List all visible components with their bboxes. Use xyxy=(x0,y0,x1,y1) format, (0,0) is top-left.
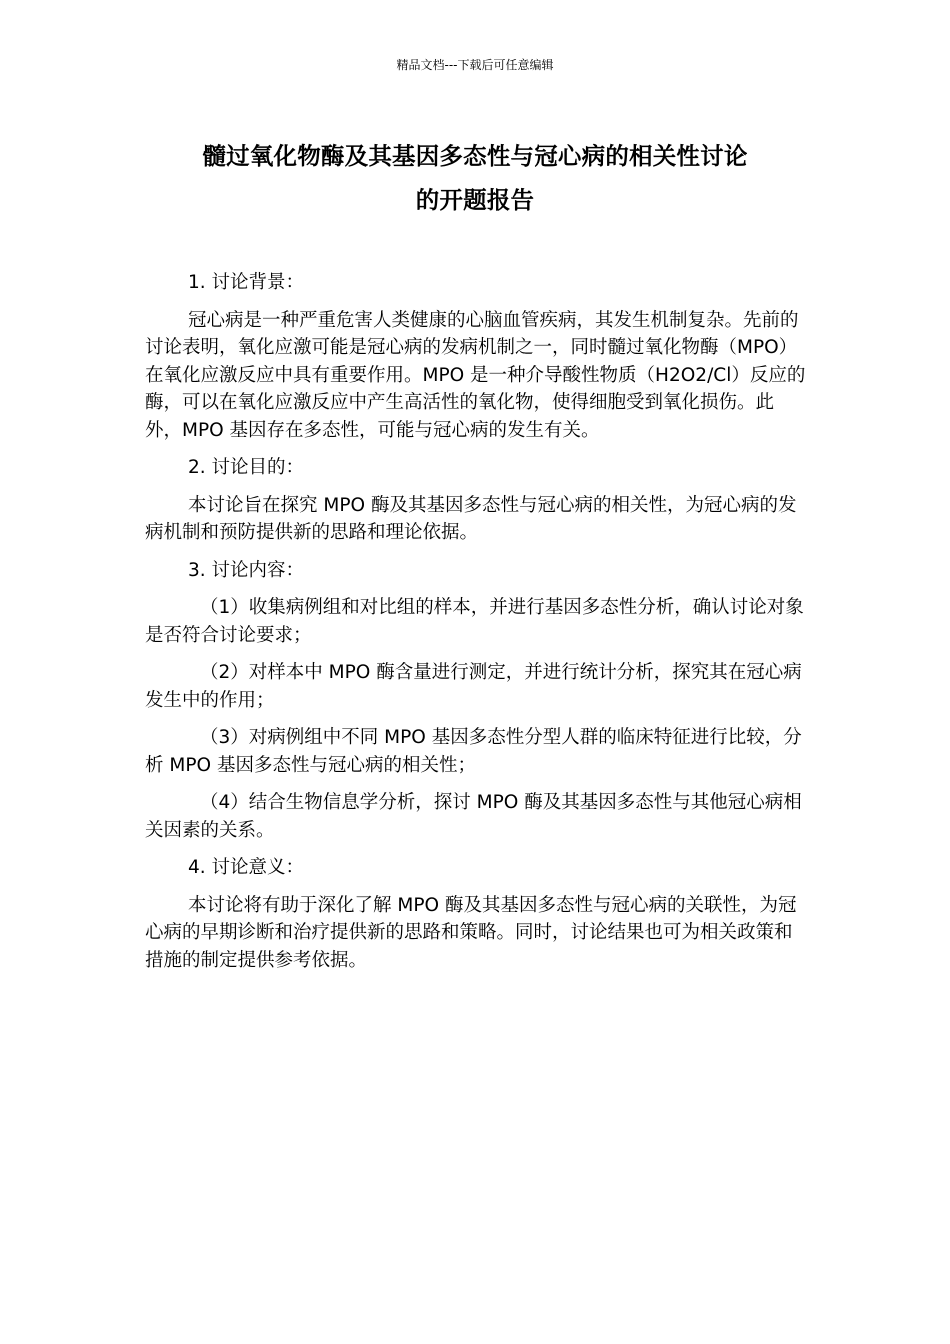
section-heading-background: 1. 讨论背景： xyxy=(188,272,305,293)
document-title-line-1: 髓过氧化物酶及其基因多态性与冠心病的相关性讨论 xyxy=(202,142,748,170)
background-paragraph: 冠心病是一种严重危害人类健康的心脑血管疾病，其发生机制复杂。先前的讨论表明，氧化应激可能是冠心病的发病机制之一，同时髓过氧化物酶（MPO）在氧化应激反应中具有重要作用。MPO 是一种介导酸性物质（H2O2/Cl）反应的酶，可以在氧化应激反应中产生高活性的氧化物，使得细胞受到氧化损伤。此外，MPO 基因存在多态性，可能与冠心病的发生有关。 xyxy=(145,309,806,441)
document-body xyxy=(145,269,809,984)
purpose-paragraph: 本讨论旨在探究 MPO 酶及其基因多态性与冠心病的相关性，为冠心病的发病机制和预防提供新的思路和理论依据。 xyxy=(145,494,797,543)
page-header-note: 精品文档---下载后可任意编辑 xyxy=(396,58,554,72)
section-heading-significance: 4. 讨论意义： xyxy=(188,857,305,878)
content-item-3: （3）对病例组中不同 MPO 基因多态性分型人群的临床特征进行比较，分析 MPO 基因多态性与冠心病的相关性； xyxy=(145,727,802,776)
significance-paragraph: 本讨论将有助于深化了解 MPO 酶及其基因多态性与冠心病的关联性，为冠心病的早期诊断和治疗提供新的思路和策略。同时，讨论结果也可为相关政策和措施的制定提供参考依据。 xyxy=(145,894,797,971)
document-title-line-2: 的开题报告 xyxy=(415,186,535,214)
content-item-2: （2）对样本中 MPO 酶含量进行测定，并进行统计分析，探究其在冠心病发生中的作用； xyxy=(145,662,802,711)
document-title xyxy=(145,134,805,222)
content-item-1: （1）收集病例组和对比组的样本，并进行基因多态性分析，确认讨论对象是否符合讨论要求； xyxy=(145,597,804,646)
content-item-4: （4）结合生物信息学分析，探讨 MPO 酶及其基因多态性与其他冠心病相关因素的关系。 xyxy=(145,792,802,841)
section-heading-content: 3. 讨论内容： xyxy=(188,559,305,581)
section-heading-purpose: 2. 讨论目的： xyxy=(188,457,305,478)
